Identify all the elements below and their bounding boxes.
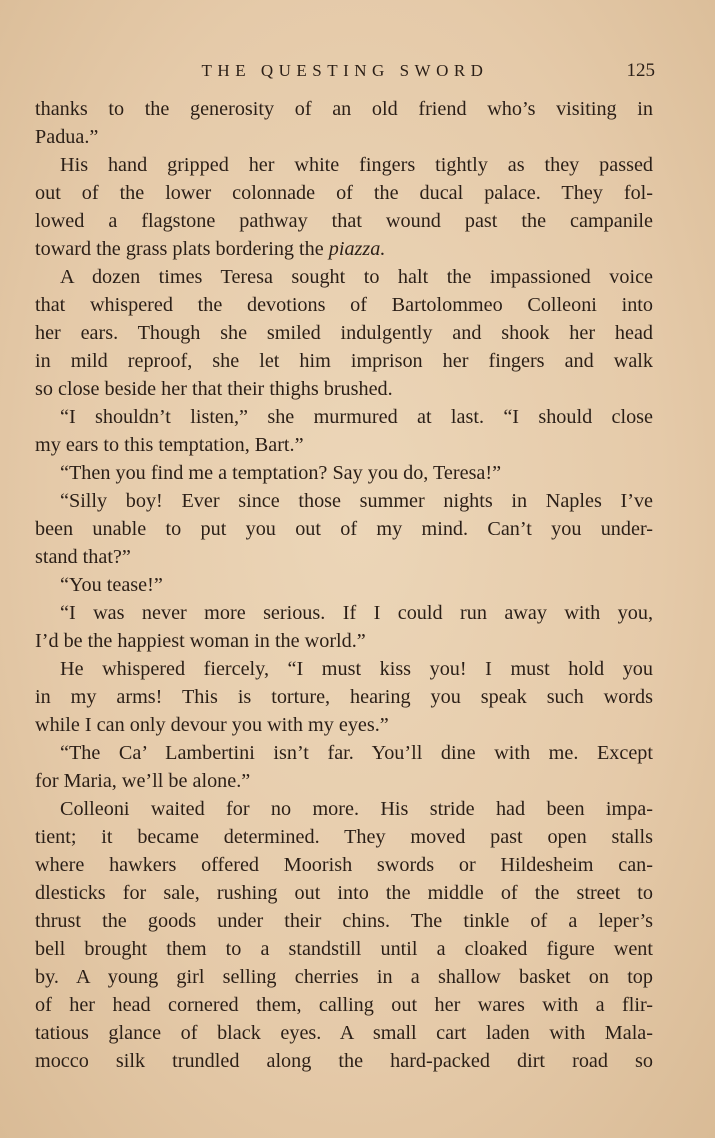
text-line: out of the lower colonnade of the ducal palace. They fol- [35,182,653,204]
text-line: mocco silk trundled along the hard-packed dirt road so [35,1050,653,1072]
text-line: for Maria, we’ll be alone.” [35,770,251,792]
text-line: “I was never more serious. If I could run away with you, [60,602,653,624]
text-line: in my arms! This is torture, hearing you speak such words [35,686,653,708]
page-number: 125 [626,60,655,81]
text-line: my ears to this temptation, Bart.” [35,434,304,456]
italic-word: piazza. [328,238,386,260]
text-line: “I shouldn’t listen,” she murmured at last. “I should close [60,406,653,428]
text-line: I’d be the happiest woman in the world.” [35,630,366,652]
text-line: Padua.” [35,126,99,148]
text-line: “Then you find me a temptation? Say you do, Teresa!” [60,462,502,484]
text-line: where hawkers offered Moorish swords or Hildesheim can- [35,854,653,876]
text-line: tient; it became determined. They moved past open stalls [35,826,653,848]
text-line: He whispered fiercely, “I must kiss you! I must hold you [60,658,653,680]
text-line: thanks to the generosity of an old friend who’s visiting in [35,98,653,120]
text-line: her ears. Though she smiled indulgently and shook her head [35,322,653,344]
text-line: of her head cornered them, calling out her wares with a flir- [35,994,653,1016]
body-text [35,95,653,1075]
text-line: “The Ca’ Lambertini isn’t far. You’ll dine with me. Except [60,742,653,764]
text-line: by. A young girl selling cherries in a shallow basket on top [35,966,653,988]
text-line: been unable to put you out of my mind. Can’t you under- [35,518,653,540]
text-line: Colleoni waited for no more. His stride had been impa- [60,798,653,820]
text-line: stand that?” [35,546,131,568]
text-line: thrust the goods under their chins. The tinkle of a leper’s [35,910,653,932]
text-line: “You tease!” [60,574,163,596]
text-line: lowed a flagstone pathway that wound past the campanile [35,210,653,232]
text-line [35,235,653,263]
text-line: in mild reproof, she let him imprison her fingers and walk [35,350,653,372]
text-line: “Silly boy! Ever since those summer nights in Naples I’ve [60,490,653,512]
text-line: A dozen times Teresa sought to halt the impassioned voice [60,266,653,288]
text-line: that whispered the devotions of Bartolommeo Colleoni into [35,294,653,316]
text-line: His hand gripped her white fingers tightly as they passed [60,154,653,176]
text-line-segment: toward the grass plats bordering the [35,238,329,260]
running-head [35,58,655,84]
text-line: tatious glance of black eyes. A small cart laden with Mala- [35,1022,653,1044]
text-line: so close beside her that their thighs brushed. [35,378,393,400]
running-title: THE QUESTING SWORD [201,61,489,80]
text-line: dlesticks for sale, rushing out into the middle of the street to [35,882,653,904]
text-line: while I can only devour you with my eyes.” [35,714,389,736]
text-line: bell brought them to a standstill until a cloaked figure went [35,938,653,960]
